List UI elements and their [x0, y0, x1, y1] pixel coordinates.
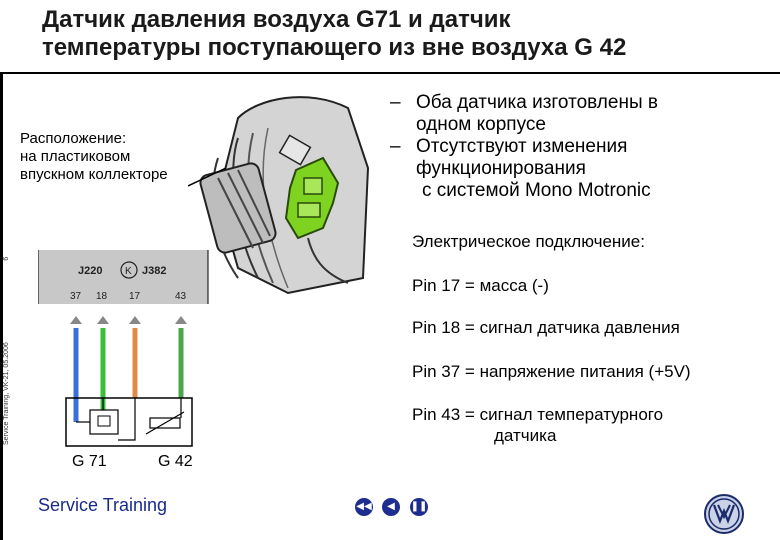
- bullet-dash: –: [390, 92, 401, 113]
- connector-label-k: K: [125, 266, 132, 277]
- side-page-number: 6: [3, 256, 10, 261]
- feature-item-1-line-2: одном корпусе: [416, 114, 546, 135]
- electrical-heading: Электрическое подключение:: [412, 232, 645, 251]
- rewind-icon[interactable]: ◀◀: [355, 498, 373, 516]
- feature-item-2-line-2: функционирования: [416, 158, 586, 179]
- side-footnote-text: Service Training, VK-21, 05.2006: [3, 342, 10, 445]
- feature-item-1-line-1: Оба датчика изготовлены в: [416, 92, 658, 113]
- wire-arrow-18: [97, 316, 109, 324]
- connector-label-j220: J220: [78, 265, 103, 277]
- wire-arrow-17: [129, 316, 141, 324]
- feature-item-2-line-1: Отсутствуют изменения: [416, 136, 628, 157]
- feature-item-1: [390, 92, 658, 136]
- wire-43: [179, 328, 184, 398]
- label-g71: G 71: [72, 453, 107, 470]
- label-g42: G 42: [158, 453, 193, 470]
- title-line-1: Датчик давления воздуха G71 и датчик: [42, 6, 511, 33]
- bullet-dash: –: [390, 136, 401, 157]
- side-footnote: [3, 257, 10, 445]
- wire-arrow-37: [70, 316, 82, 324]
- feature-item-2: [390, 136, 658, 202]
- feature-list: [390, 92, 658, 202]
- pin-43-text: Pin 43 = сигнал температурного: [412, 405, 664, 424]
- link-17: [118, 398, 135, 440]
- pin-label-37: 37: [70, 291, 82, 302]
- title-divider: [0, 72, 780, 74]
- title-line-2: температуры поступающего из вне воздуха G 42: [42, 34, 627, 61]
- feature-item-2-line-3: с системой Mono Motronic: [422, 180, 651, 201]
- location-text: [20, 130, 168, 184]
- connector-label-j382: J382: [142, 265, 167, 277]
- pin-18-text: Pin 18 = сигнал датчика давления: [412, 318, 680, 337]
- wires: [70, 316, 187, 440]
- wire-17: [133, 328, 138, 398]
- wiring-diagram: [38, 250, 226, 474]
- pin-43-text-cont: датчика: [494, 426, 557, 445]
- location-pointer-line: [188, 158, 228, 198]
- pressure-sensor-symbol: [90, 410, 118, 434]
- wire-arrow-43: [175, 316, 187, 324]
- vw-logo-icon: [703, 493, 745, 535]
- pin-label-17: 17: [129, 291, 141, 302]
- pin-label-18: 18: [96, 291, 108, 302]
- page-title: [42, 6, 762, 62]
- brand-service-training: Service Training: [38, 495, 168, 515]
- wire-37: [74, 328, 79, 422]
- pin-17-text: Pin 17 = масса (-): [412, 276, 549, 295]
- pin-label-43: 43: [175, 291, 187, 302]
- pause-icon[interactable]: ❚❚: [410, 498, 428, 516]
- back-icon[interactable]: ◀: [382, 498, 400, 516]
- location-line-2: на пластиковом: [20, 148, 131, 165]
- location-line-3: впускном коллекторе: [20, 166, 168, 183]
- location-line-1: Расположение:: [20, 130, 127, 147]
- pin-37-text: Pin 37 = напряжение питания (+5V): [412, 362, 691, 381]
